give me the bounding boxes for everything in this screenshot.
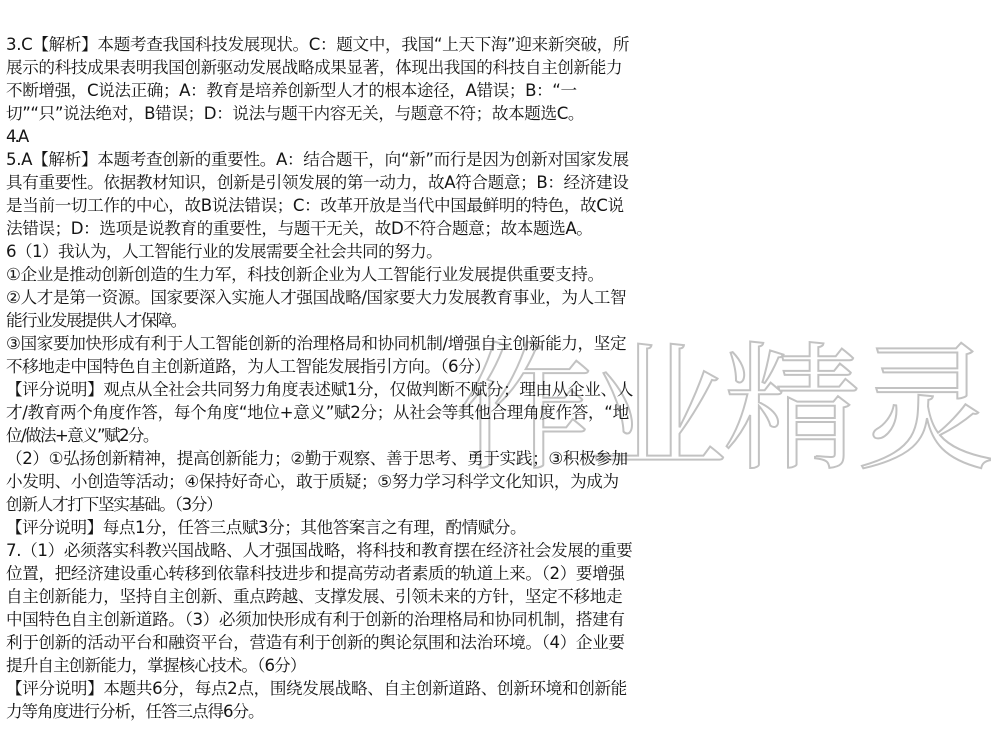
text-line: 小发明、小创造等活动；④保持好奇心，敢于质疑；⑤努力学习科学文化知识，为成为: [6, 472, 619, 491]
text-line: 才/教育两个角度作答，每个角度“地位+意义”赋2分；从社会等其他合理角度作答，“地: [6, 403, 629, 422]
text-line: 【评分说明】每点1分，任答三点赋3分；其他答案言之有理，酌情赋分。: [6, 518, 527, 537]
text-line: 切”“只”说法绝对，B错误；D：说法与题干内容无关，与题意不符；故本题选C。: [6, 104, 585, 123]
text-line: 位/做法+意义”赋2分。: [6, 426, 158, 445]
text-line: 自主创新能力，坚持自主创新、重点跨越、支撑发展、引领未来的方针，坚定不移地走: [6, 587, 623, 606]
text-line: 不断增强，C说法正确；A：教育是培养创新型人才的根本途径，A错误；B：“一: [6, 81, 577, 100]
text-line: ①企业是推动创新创造的生力军，科技创新企业为人工智能行业发展提供重要支持。: [6, 265, 604, 284]
text-line: 5.A【解析】本题考查创新的重要性。A：结合题干，向“新”而行是因为创新对国家发展: [6, 150, 629, 169]
text-line: 【评分说明】观点从全社会共同努力角度表述赋1分，仅做判断不赋分；理由从企业、人: [6, 380, 633, 399]
text-line: ③国家要加快形成有利于人工智能创新的治理格局和协同机制/增强自主创新能力，坚定: [6, 334, 627, 353]
text-line: 6（1）我认为，人工智能行业的发展需要全社会共同的努力。: [6, 242, 443, 261]
text-line: 具有重要性。依据教材知识，创新是引领发展的第一动力，故A符合题意；B：经济建设: [6, 173, 629, 192]
text-line: 位置，把经济建设重心转移到依靠科技进步和提高劳动者素质的轨道上来。（2）要增强: [6, 564, 625, 583]
text-line: 提升自主创新能力，掌握核心技术。（6分）: [6, 656, 306, 675]
text-line: 4.A: [6, 127, 28, 146]
text-line: 【评分说明】本题共6分，每点2点，围绕发展战略、自主创新道路、创新环境和创新能: [6, 679, 627, 698]
text-line: 不移地走中国特色自主创新道路，为人工智能发展指引方向。（6分）: [6, 357, 491, 376]
text-line: 是当前一切工作的中心，故B说法错误；C：改革开放是当代中国最鲜明的特色，故C说: [6, 196, 624, 215]
text-line: 能行业发展提供人才保障。: [6, 311, 186, 330]
text-line: ②人才是第一资源。国家要深入实施人才强国战略/国家要大力发展教育事业，为人工智: [6, 288, 627, 307]
text-line: （2）①弘扬创新精神，提高创新能力；②勤于观察、善于思考、勇于实践；③积极参加: [6, 449, 628, 468]
text-line: 中国特色自主创新道路。（3）必须加快形成有利于创新的治理格局和协同机制，搭建有: [6, 610, 625, 629]
text-line: 展示的科技成果表明我国创新驱动发展战略成果显著，体现出我国的科技自主创新能力: [6, 58, 623, 77]
text-line: 利于创新的活动平台和融资平台，营造有利于创新的舆论氛围和法治环境。（4）企业要: [6, 633, 625, 652]
text-line: 法错误；D：选项是说教育的重要性，与题干无关，故D不符合题意；故本题选A。: [6, 219, 593, 238]
text-line: 7.（1）必须落实科教兴国战略、人才强国战略，将科技和教育摆在经济社会发展的重要: [6, 541, 633, 560]
watermark-logo: 作业精灵: [455, 329, 991, 490]
text-line: 创新人才打下坚实基础。（3分）: [6, 495, 222, 514]
text-line: 3.C【解析】本题考查我国科技发展现状。C：题文中，我国“上天下海”迎来新突破，所: [6, 35, 630, 54]
text-line: 力等角度进行分析，任答三点得6分。: [6, 702, 264, 721]
